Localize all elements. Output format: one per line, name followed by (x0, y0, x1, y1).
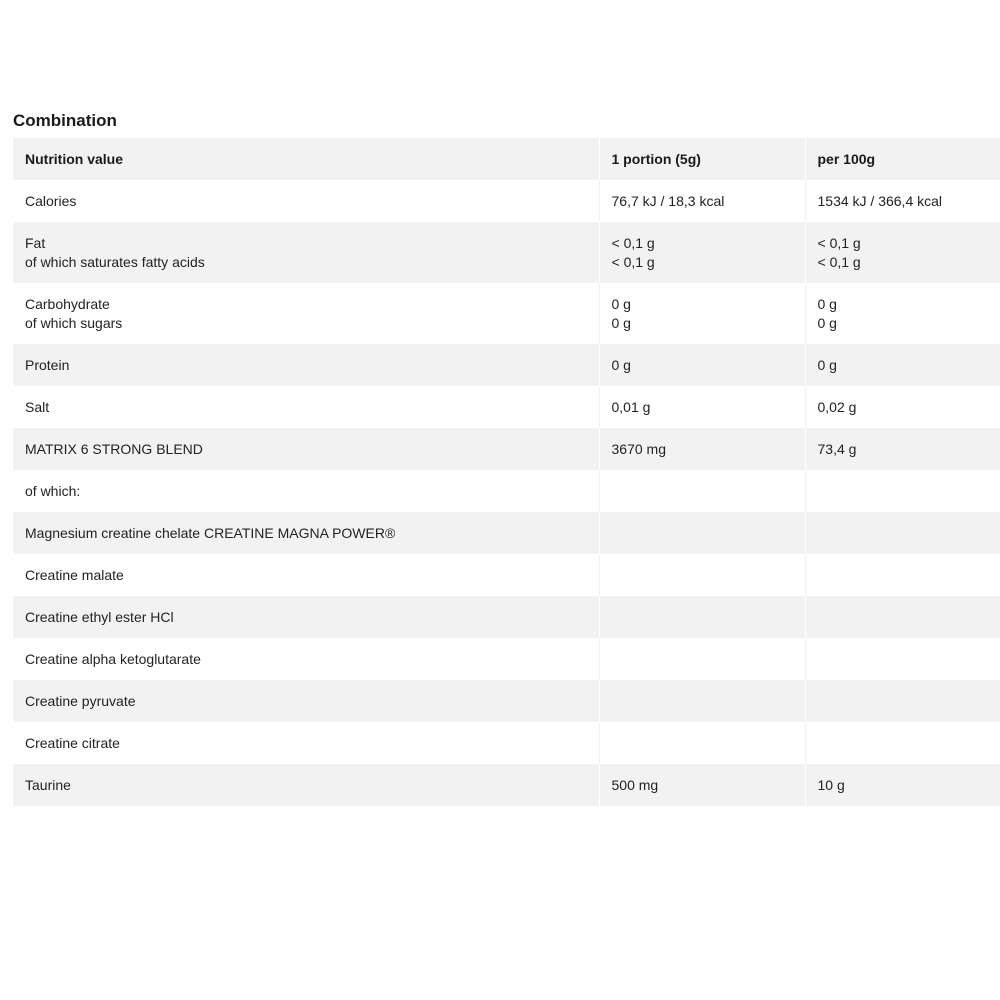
nutrient-cell (13, 722, 599, 764)
portion-cell-text: 500 mg (611, 776, 659, 793)
per-100g-cell (805, 428, 1000, 470)
nutrient-cell (13, 512, 599, 554)
portion-cell (599, 180, 805, 222)
portion-cell (599, 470, 805, 512)
nutrient-cell-text: MATRIX 6 STRONG BLEND (25, 440, 203, 457)
nutrient-cell (13, 386, 599, 428)
nutrient-cell-text: of which saturates fatty acids (25, 253, 205, 270)
portion-cell-text: 0 g (611, 295, 631, 312)
per-100g-cell-text: < 0,1 g (817, 234, 861, 251)
table-row (13, 764, 1000, 806)
table-header (13, 138, 1000, 180)
nutrient-cell (13, 764, 599, 806)
portion-cell-text: < 0,1 g (611, 234, 655, 251)
per-100g-cell (805, 283, 1000, 344)
nutrient-cell (13, 428, 599, 470)
per-100g-cell (805, 222, 1000, 283)
header-nutrition-value: Nutrition value (13, 138, 599, 180)
portion-cell (599, 386, 805, 428)
nutrient-cell-text: Calories (25, 192, 77, 209)
table-row (13, 554, 1000, 596)
table-row (13, 428, 1000, 470)
portion-cell-text: 76,7 kJ / 18,3 kcal (611, 192, 725, 209)
per-100g-cell (805, 344, 1000, 386)
nutrient-cell-text: of which sugars (25, 314, 123, 331)
nutrition-table (13, 138, 1000, 806)
nutrition-section (13, 108, 1000, 806)
portion-cell (599, 344, 805, 386)
per-100g-cell (805, 638, 1000, 680)
per-100g-cell-text: 0 g (817, 314, 837, 331)
table-row (13, 470, 1000, 512)
table-row (13, 596, 1000, 638)
per-100g-cell-text: 73,4 g (817, 440, 857, 457)
table-row (13, 386, 1000, 428)
nutrient-cell (13, 344, 599, 386)
portion-cell (599, 764, 805, 806)
per-100g-cell-text: 0,02 g (817, 398, 857, 415)
per-100g-cell (805, 764, 1000, 806)
table-row (13, 344, 1000, 386)
nutrient-cell-text: Taurine (25, 776, 71, 793)
portion-cell-text: 0 g (611, 314, 631, 331)
table-row (13, 283, 1000, 344)
portion-cell-text: 3670 mg (611, 440, 666, 457)
portion-cell (599, 680, 805, 722)
table-row (13, 638, 1000, 680)
table-row (13, 512, 1000, 554)
nutrient-cell (13, 222, 599, 283)
per-100g-cell (805, 554, 1000, 596)
header-portion: 1 portion (5g) (599, 138, 805, 180)
portion-cell (599, 512, 805, 554)
per-100g-cell (805, 512, 1000, 554)
section-title: Combination (13, 111, 117, 130)
per-100g-cell-text: 10 g (817, 776, 845, 793)
per-100g-cell (805, 596, 1000, 638)
table-row (13, 180, 1000, 222)
nutrient-cell-text: Salt (25, 398, 50, 415)
header-row (13, 138, 1000, 180)
nutrient-cell (13, 596, 599, 638)
nutrient-cell (13, 554, 599, 596)
nutrient-cell-text: Creatine citrate (25, 734, 120, 751)
portion-cell (599, 722, 805, 764)
table-row (13, 722, 1000, 764)
nutrient-cell-text: Creatine alpha ketoglutarate (25, 650, 201, 667)
header-per-100g: per 100g (817, 150, 876, 167)
portion-cell (599, 283, 805, 344)
table-row (13, 680, 1000, 722)
nutrient-cell-text: of which: (25, 482, 81, 499)
table-row (13, 222, 1000, 283)
nutrient-cell-text: Creatine ethyl ester HCl (25, 608, 174, 625)
portion-cell-text: 0 g (611, 356, 631, 373)
nutrient-cell (13, 180, 599, 222)
nutrient-cell-text: Creatine pyruvate (25, 692, 136, 709)
portion-cell-text: < 0,1 g (611, 253, 655, 270)
per-100g-cell-text: 1534 kJ / 366,4 kcal (817, 192, 943, 209)
nutrient-cell (13, 638, 599, 680)
per-100g-cell-text: 0 g (817, 295, 837, 312)
nutrient-cell-text: Protein (25, 356, 70, 373)
nutrient-cell-text: Fat (25, 234, 46, 251)
portion-cell (599, 638, 805, 680)
per-100g-cell (805, 386, 1000, 428)
per-100g-cell (805, 470, 1000, 512)
nutrient-cell (13, 470, 599, 512)
portion-cell (599, 222, 805, 283)
per-100g-cell-text: < 0,1 g (817, 253, 861, 270)
portion-cell (599, 428, 805, 470)
nutrient-cell (13, 680, 599, 722)
nutrient-cell-text: Creatine malate (25, 566, 124, 583)
nutrient-cell-text: Carbohydrate (25, 295, 110, 312)
per-100g-cell-text: 0 g (817, 356, 837, 373)
per-100g-cell (805, 722, 1000, 764)
table-body (13, 180, 1000, 806)
portion-cell (599, 554, 805, 596)
portion-cell (599, 596, 805, 638)
per-100g-cell (805, 180, 1000, 222)
portion-cell-text: 0,01 g (611, 398, 651, 415)
nutrient-cell-text: Magnesium creatine chelate CREATINE MAGNA POWER® (25, 524, 396, 541)
per-100g-cell (805, 680, 1000, 722)
nutrient-cell (13, 283, 599, 344)
